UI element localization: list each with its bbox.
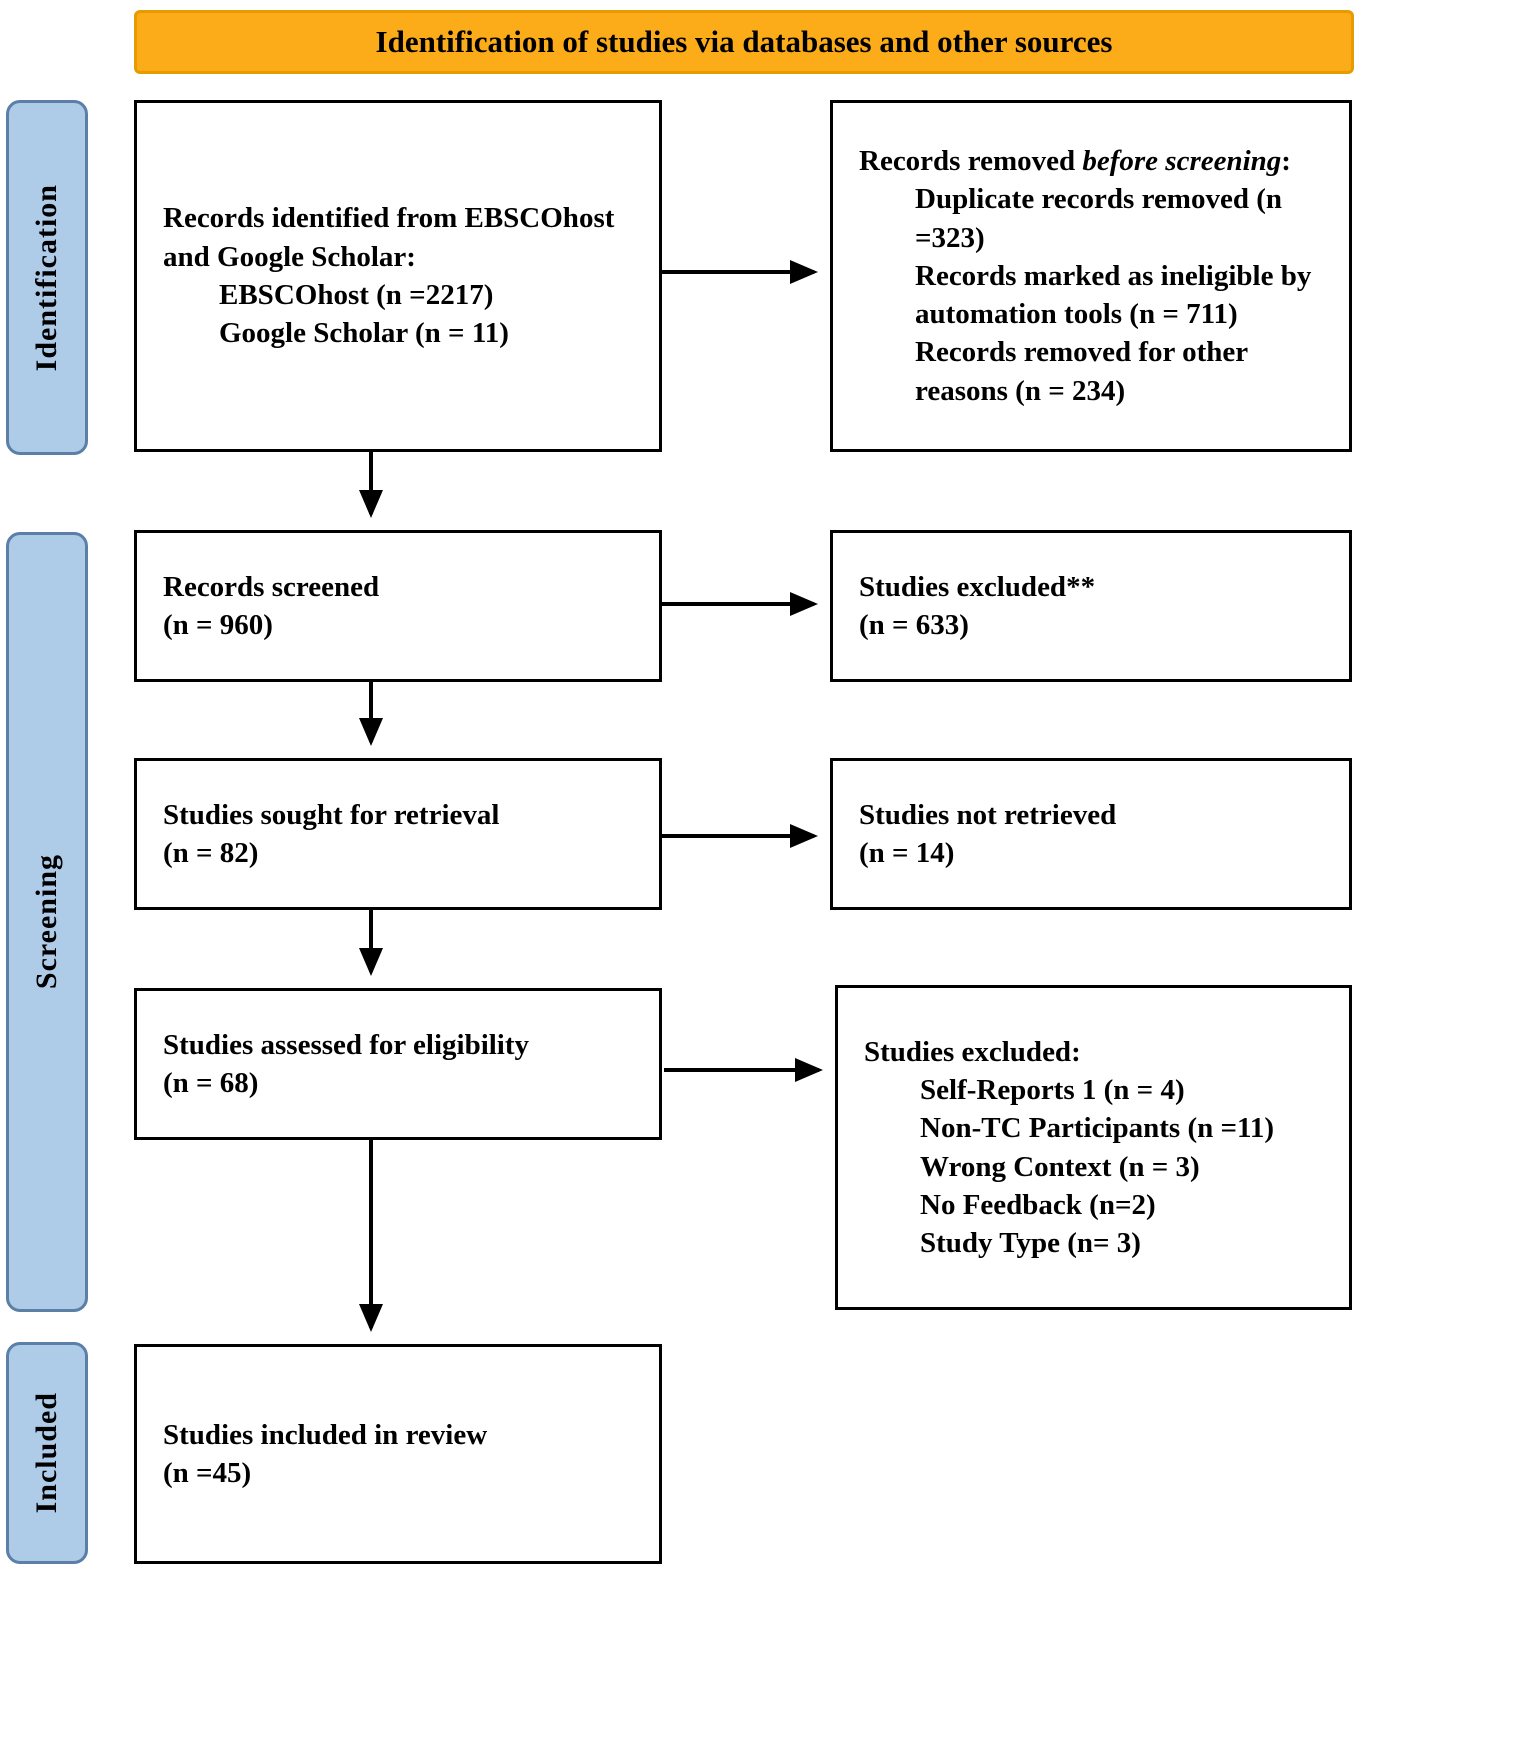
text-line: Studies sought for retrieval (163, 798, 500, 831)
text-line: (n = 633) (859, 609, 969, 641)
box-studies-included (134, 1344, 662, 1564)
stage-label-identification (6, 100, 88, 455)
text-line: and Google Scholar: (163, 240, 416, 273)
text-line: Studies excluded** (859, 570, 1096, 603)
stage-label-text: Screening (30, 854, 63, 990)
text-line: EBSCOhost (n =2217) (219, 279, 494, 311)
text-segment: Records removed (859, 145, 1083, 178)
box-records-identified (134, 100, 662, 452)
text-line: (n = 14) (859, 837, 955, 869)
text-line: (n =45) (163, 1457, 252, 1489)
text-line: (n = 82) (163, 837, 259, 869)
text-line: (n = 960) (163, 609, 273, 641)
text-line: Wrong Context (n = 3) (920, 1150, 1200, 1183)
text-line: Studies included in review (163, 1418, 488, 1451)
text-line: Records identified from EBSCOhost (163, 202, 615, 235)
text-line: Studies excluded: (864, 1035, 1081, 1068)
box-records-removed (830, 100, 1352, 452)
box-studies-excluded-eligibility (835, 985, 1352, 1310)
text-line: Self-Reports 1 (n = 4) (920, 1073, 1185, 1106)
text-line: Records screened (163, 570, 380, 603)
text-line: Study Type (n= 3) (920, 1227, 1141, 1260)
stage-label-text: Included (30, 1392, 63, 1514)
text-line: (n = 68) (163, 1067, 259, 1099)
text-line (859, 142, 1323, 180)
text-line: Studies not retrieved (859, 798, 1117, 831)
box-studies-assessed (134, 988, 662, 1140)
text-segment: : (1281, 145, 1291, 178)
box-studies-sought (134, 758, 662, 910)
text-line: Google Scholar (n = 11) (219, 317, 509, 350)
text-line: Records removed for other reasons (n = 234) (915, 336, 1248, 407)
box-records-screened (134, 530, 662, 682)
text-line: Studies assessed for eligibility (163, 1028, 530, 1061)
text-line: Non-TC Participants (n =11) (920, 1112, 1275, 1145)
banner-title: Identification of studies via databases and other sources (134, 10, 1354, 74)
text-line: Duplicate records removed (n =323) (915, 183, 1283, 254)
stage-label-included (6, 1342, 88, 1564)
box-studies-not-retrieved (830, 758, 1352, 910)
stage-label-text: Identification (30, 183, 63, 372)
box-studies-excluded-screening (830, 530, 1352, 682)
text-line: Records marked as ineligible by automation tools (n = 711) (915, 259, 1312, 331)
text-segment-italic: before screening (1082, 145, 1282, 178)
stage-label-screening (6, 532, 88, 1312)
text-line: No Feedback (n=2) (920, 1188, 1156, 1221)
